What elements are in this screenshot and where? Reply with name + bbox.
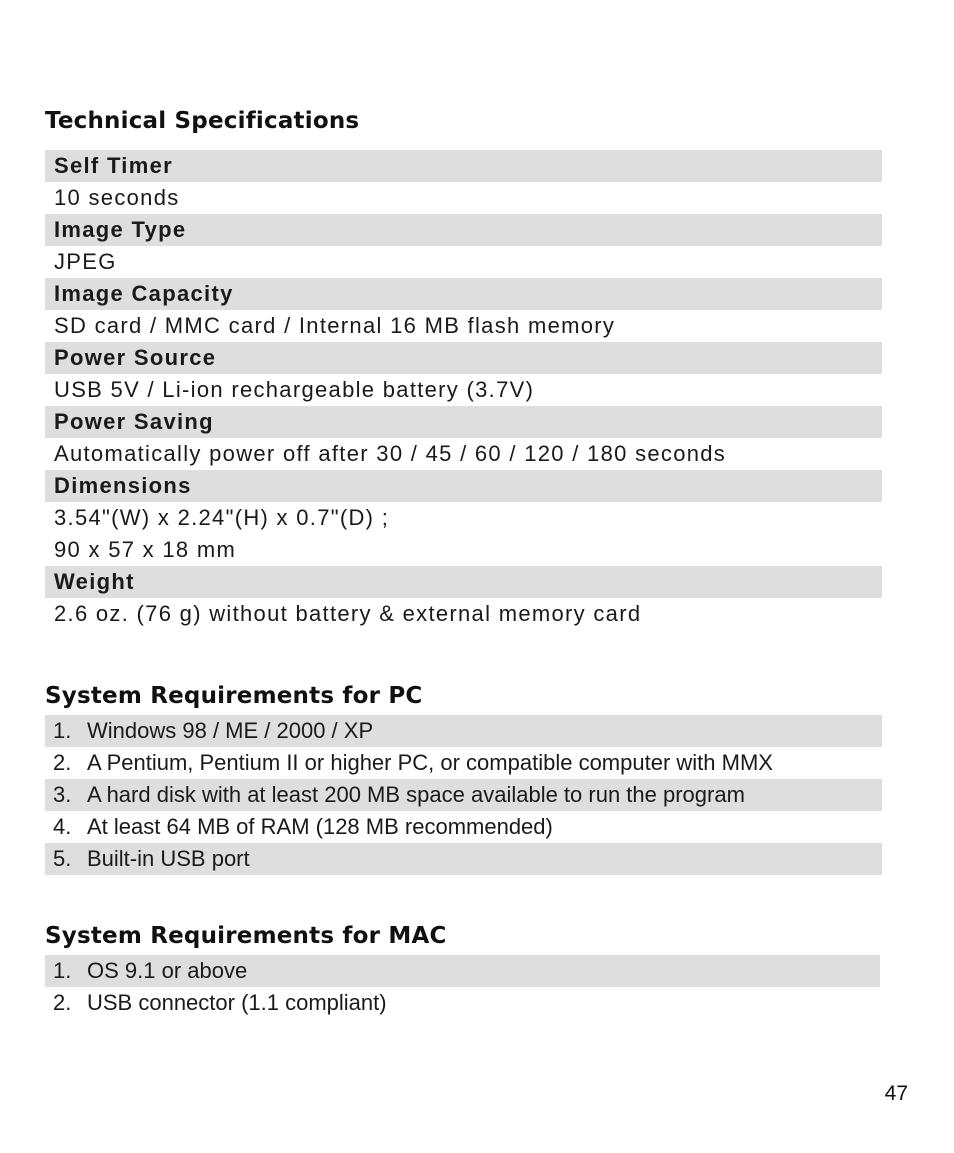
list-item-text: A hard disk with at least 200 MB space available to run the program (87, 782, 745, 807)
spec-value-power-source: USB 5V / Li-ion rechargeable battery (3.7V) (54, 377, 535, 402)
spec-value-dimensions-metric: 90 x 57 x 18 mm (54, 537, 237, 562)
list-item-number: 1. (53, 718, 72, 743)
list-item (45, 779, 882, 811)
list-item-text: Built-in USB port (87, 846, 250, 871)
pc-requirements-title: System Requirements for PC (45, 683, 423, 709)
spec-value-image-type: JPEG (54, 249, 117, 274)
spec-value-power-saving: Automatically power off after 30 / 45 / 60 / 120 / 180 seconds (54, 441, 727, 466)
spec-value-dimensions-imperial: 3.54"(W) x 2.24"(H) x 0.7"(D) ; (54, 505, 390, 530)
list-item-text: OS 9.1 or above (87, 958, 248, 983)
tech-specs-title: Technical Specifications (45, 108, 360, 134)
page-number: 47 (884, 1082, 908, 1105)
list-item-text: At least 64 MB of RAM (128 MB recommended) (87, 814, 553, 839)
pc-requirements-list (45, 715, 882, 875)
list-item-number: 4. (53, 814, 72, 839)
list-item-text: Windows 98 / ME / 2000 / XP (87, 718, 374, 743)
list-item (45, 747, 882, 779)
spec-label-self-timer: Self Timer (45, 150, 882, 182)
list-item-number: 3. (53, 782, 72, 807)
list-item (45, 987, 880, 1019)
spec-label-power-source: Power Source (45, 342, 882, 374)
spec-label-image-capacity: Image Capacity (45, 278, 882, 310)
spec-label-dimensions: Dimensions (45, 470, 882, 502)
spec-value-image-capacity: SD card / MMC card / Internal 16 MB flash memory (54, 313, 616, 338)
list-item-number: 1. (53, 958, 72, 983)
spec-label-weight: Weight (45, 566, 882, 598)
list-item (45, 955, 880, 987)
list-item-number: 2. (53, 750, 72, 775)
list-item (45, 715, 882, 747)
list-item-text: A Pentium, Pentium II or higher PC, or compatible computer with MMX (87, 750, 773, 775)
mac-requirements-list (45, 955, 880, 1019)
spec-label-power-saving: Power Saving (45, 406, 882, 438)
spec-value-weight: 2.6 oz. (76 g) without battery & external memory card (54, 601, 642, 626)
tech-specs-table (45, 150, 882, 630)
list-item-number: 5. (53, 846, 72, 871)
list-item (45, 843, 882, 875)
spec-label-image-type: Image Type (45, 214, 882, 246)
list-item (45, 811, 882, 843)
spec-value-self-timer: 10 seconds (54, 185, 180, 210)
list-item-number: 2. (53, 990, 72, 1015)
list-item-text: USB connector (1.1 compliant) (87, 990, 387, 1015)
mac-requirements-title: System Requirements for MAC (45, 923, 447, 949)
